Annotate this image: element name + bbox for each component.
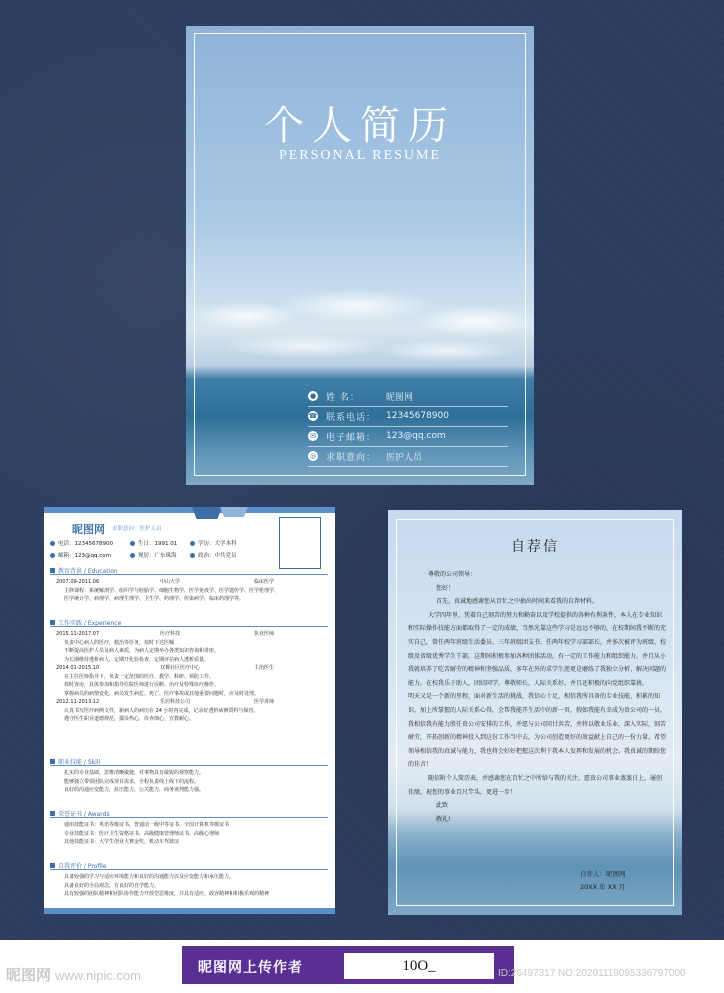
basic-phone: 电话：12345678900 [58,541,113,547]
award-text: 其他技能证书：大学生创业大赛金奖，机动车驾驶证 [64,839,180,845]
job-company: 医疗科技 [160,631,181,637]
cover-letter-page [388,510,682,915]
resume-intent: 求职意向：医护人员 [112,526,162,532]
divider [308,406,508,407]
section-skill [50,757,328,795]
letter-paragraph: 随信附个人简历表，并感谢您在百忙之中所给与我的关注，愿贵公司事业蒸蒸日上，屡创佳绩，祝您的事业百尺竿头，更进一步！ [408,774,663,796]
cover-info-row [308,386,508,406]
square-icon [50,759,55,764]
skill-text: 扎实的专业基础，思维清晰敏捷，对事物具有敏锐的观察能力。 [64,770,205,776]
resume-page [44,507,335,914]
resume-cover-page [186,26,534,485]
cover-info-value: 12345678900 [386,411,449,421]
job-date: 2014.01-2015.10 [56,665,100,671]
cover-title: 个人简历 [264,103,456,149]
basic-birth: 生日：1991.01 [138,541,178,547]
section-education [50,566,328,604]
job-company: 乐居科技公司 [160,699,191,705]
square-icon [50,863,55,868]
cover-info-value: 昵图网 [386,392,414,403]
edu-text: 医学统计学、病理学、病理生理学、卫生学、药理学、传染病学、临床药理学等。 [64,596,245,602]
job-text: 为长期维持透析病人，定期开化验检查，定期评估病人透析质量。 [64,656,210,663]
edu-text: 主修课程：系统解剖学、组织学与胚胎学、细胞生物学、医学免疫学、医学遗传学、医学伦理学、 [64,587,280,594]
letter-paragraph: 明天又是一个新的里程，面对新生活的挑战，我信心十足，相信我所具备的专业技能、积累的知识，加上所掌握的人际关系心得，会帮我能开生活中的新一页，假如我能有幸成为贵公司的一员，我相信我有能力胜任贵公司安排的工作，并愿与公司同甘共苦，并将以敬业乐业，深入实际，刻苦耐劳，开拓创新的精神投入到这份工作当中去，为公司创造更好的效益献上自己的一份力量。希望领导相信我的真诚与能力，我也将会好好把握这次利于我本人发挥和发展的机会。我真诚的期盼您的佳音！ [408,693,667,769]
profile-text: 具备良好的全局观念，有良好的自学能力。 [64,882,160,889]
watermark-text: 昵图网 [6,967,52,984]
flag-icon [190,553,195,558]
letter-paragraph: 首先，真诚地感谢您从百忙之中抽出时间来看我的自荐材料。 [436,598,599,606]
divider [308,466,508,467]
job-text: 认真书写医疗病例文件，新病人的病历在 24 小时内完成，记录好透析病例资料与保管。 [64,707,259,714]
photo-placeholder [279,517,321,569]
watermark-logo [6,964,141,985]
home-icon [130,553,135,558]
header-tab [192,507,222,519]
user-icon: ● [309,392,317,400]
letter-hello: 您好！ [436,584,455,592]
section-title: 教育背景 / Education [58,567,118,575]
job-date: 2015.11-2017.07 [56,631,100,637]
divider [308,446,508,447]
cover-info-label: 姓 名： [326,392,360,403]
cover-info-value: 123@qq.com [386,431,446,441]
award-text: 专业技能证书：医疗卫生资格证书、高级健康管理师证书、高级心理师 [64,830,220,837]
letter-greeting: 尊敬的公司领导： [428,571,477,578]
letter-body [408,568,666,826]
cover-info-label: 求职意向： [326,452,377,463]
job-title: 执业医师 [254,631,275,637]
basic-party: 政治：中共党员 [198,553,237,559]
cover-info-row [308,426,508,446]
cover-info-label: 电子邮箱： [326,432,377,443]
letter-title: 自荐信 [511,539,559,555]
square-icon [50,811,55,816]
job-text: 负责中心病人的医疗，救治等任务，按时下达医嘱 [64,639,175,646]
watermark-footer [0,940,724,993]
skill-text: 能够独立带领团队完成项目需求，全程负责线上线下的流程。 [64,778,200,785]
profile-text: 具备较强的学习与适应环境能力和良好的沟通能力以及应变能力和承压能力。 [64,874,235,880]
job-text: 遵守医生职业道德规范，援诊热心，诊查细心，宣教耐心。 [64,716,195,722]
target-icon: ◎ [309,452,317,460]
resume-name: 昵图网 [72,523,105,536]
edu-date: 2007.09-2011.06 [56,579,100,585]
square-icon [50,620,55,625]
phone-icon: ☎ [308,412,318,420]
letter-closing: 敬礼! [436,815,451,823]
author-banner [182,946,514,984]
edu-school: 中山大学 [160,579,181,585]
profile-text: 具有较强的团队精神和团队协作能力开放型思维度，并具有适应、敢容精神和积极乐观的精神 [64,891,270,897]
divider [308,426,508,427]
cover-info-label: 联系电话： [326,412,377,423]
basic-place: 现居：广东珠海 [138,553,177,559]
section-title: 自我评价 / Profile [58,862,107,870]
header-bar [44,507,335,513]
cover-info-row [308,406,508,426]
square-icon [50,568,55,573]
cover-info-value: 医护人员 [386,452,423,463]
job-date: 2012.11-2013.12 [56,699,100,705]
cover-subtitle: PERSONAL RESUME [278,148,442,163]
header-tab [220,507,248,517]
letter-signer: 自荐人：昵图网 [580,870,626,878]
job-text: 掌握病员的病情变化，病员发生病危、死亡、医疗事故或其他重要问题时，应及时处理。 [64,690,260,697]
cover-info-row [308,446,508,466]
job-text: 在主任医师指导下，负责一定范围的医疗、教学、科研、预防工作。 [64,673,215,680]
skill-text: 良好的沟通应变能力，抗压能力，公关能力，商务谈判能力强。 [64,787,205,793]
basic-mail: 邮箱：123@qq.com [58,553,111,559]
award-text: 通用技能证书：英语等级证书、普通话一级甲等证书、全国计算机等级证书 [64,822,230,828]
cap-icon [190,541,195,546]
section-awards [50,809,328,847]
letter-date: 20XX 年 XX 月 [580,883,626,891]
mail-icon: ✉ [308,431,318,441]
section-title: 职业技能 / Skill [58,758,101,766]
image-id: ID:26497317 NO:20201119095336797000 [498,968,686,979]
watermark-url: www.nipic.com [55,968,141,983]
section-title: 荣誉证书 / Awards [58,810,110,818]
job-title: 主治医生 [254,665,275,671]
section-experience [50,618,328,724]
job-title: 医学讲师 [254,699,275,705]
job-company: 双翼社区医疗中心 [160,665,201,671]
job-text: 按时查房，具体参加和指导住院医师进行诊断、治疗及特殊诊疗操作。 [64,682,220,688]
footer-bar [44,908,335,914]
section-profile [50,861,328,899]
basic-info [50,537,275,561]
letter-paragraph: 大学四年里，凭着自己刻苦的努力和勤奋以及学校提供的各种有利条件，本人在专业知识和实际操作技能方面都取得了一定的成绩，当然光靠这些学习是远远不够的，在校期间我不断的充实自己，曾任两年班级生活委员、三年班级团支书、任两年校学习部部长，并多次被评为班级、校级及省级优秀学生干部，这期间积极参加各种团体活动，有一定的工作能力和组织能力。并且从小我就培养了吃苦耐劳的精神和坚强品质，多年在外的求学生涯更是磨练了我独立分析、解决问题的能力。在校我乐于助人，团结同学，尊敬师长，人际关系好。并且还积极的向党组织靠拢。 [408,611,667,687]
job-text: 不断提高医护人员及病人素质，为病人定期举办各类知识咨询和讲座。 [64,648,220,654]
edu-major: 临床医学 [254,579,275,585]
letter-signature [580,868,626,894]
calendar-icon [130,541,135,546]
letter-closing: 此致 [436,802,449,810]
mail-icon [50,553,55,558]
author-name: 10O_ [344,953,494,979]
phone-icon [50,541,55,546]
author-label: 昵图网上传作者 [198,960,303,976]
basic-edu: 学历：大学本科 [198,541,237,547]
section-title: 工作实践 / Experience [58,619,122,627]
cover-info [308,386,508,466]
